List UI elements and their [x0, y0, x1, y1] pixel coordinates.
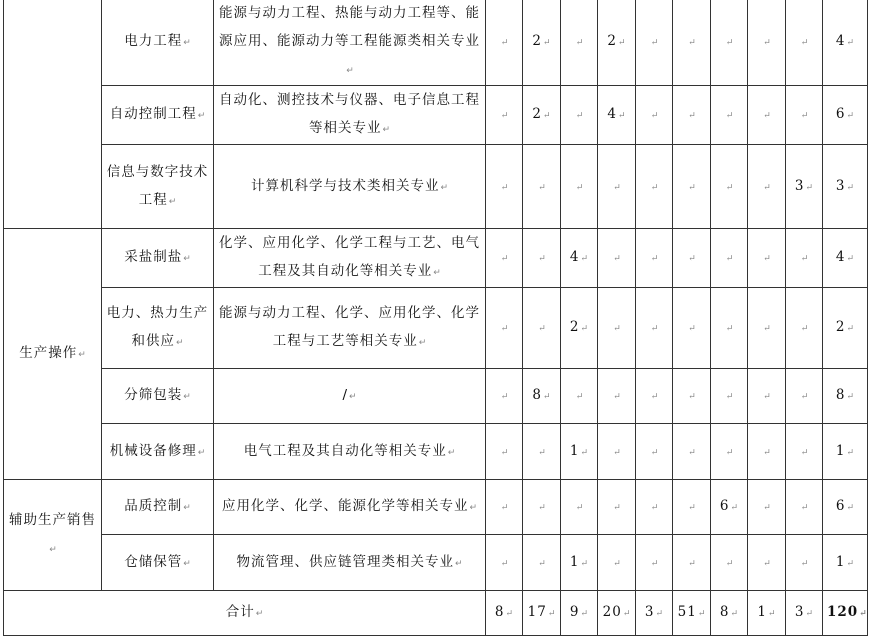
count-cell — [636, 288, 673, 369]
count-cell — [636, 229, 673, 288]
row-total-cell: 1 ↵ — [823, 535, 868, 591]
total-count-cell: 17 ↵ — [523, 591, 561, 636]
count-cell — [523, 288, 561, 369]
table-row — [4, 535, 868, 591]
table-row — [4, 86, 868, 145]
row-total-cell: 6 ↵ — [823, 480, 868, 535]
count-cell — [673, 535, 711, 591]
count-cell — [486, 145, 523, 229]
count-cell — [598, 480, 636, 535]
count-cell: 2 ↵ — [598, 0, 636, 86]
count-cell — [748, 86, 786, 145]
row-total-cell: 4 ↵ — [823, 0, 868, 86]
count-cell — [636, 0, 673, 86]
count-cell — [711, 229, 748, 288]
count-cell — [673, 424, 711, 480]
count-cell — [561, 86, 598, 145]
table-row — [4, 288, 868, 369]
count-cell — [486, 86, 523, 145]
table-row — [4, 229, 868, 288]
count-cell — [561, 145, 598, 229]
position-cell: 仓储保管 ↵ — [102, 535, 214, 591]
table-body — [4, 0, 868, 636]
recruitment-table — [3, 0, 868, 636]
count-cell — [523, 229, 561, 288]
position-cell: 品质控制 ↵ — [102, 480, 214, 535]
count-cell — [523, 480, 561, 535]
position-cell: 采盐制盐 ↵ — [102, 229, 214, 288]
count-cell: 4 ↵ — [598, 86, 636, 145]
count-cell — [523, 535, 561, 591]
count-cell — [486, 0, 523, 86]
count-cell — [711, 535, 748, 591]
row-total-cell: 6 ↵ — [823, 86, 868, 145]
count-cell — [786, 288, 823, 369]
majors-cell: 物流管理、供应链管理类相关专业 ↵ — [214, 535, 486, 591]
count-cell — [786, 369, 823, 424]
count-cell: 2 ↵ — [523, 0, 561, 86]
category-cell: 辅助生产销售 ↵ — [4, 480, 102, 591]
count-cell — [636, 535, 673, 591]
count-cell: 1 ↵ — [561, 535, 598, 591]
count-cell — [711, 0, 748, 86]
count-cell — [748, 535, 786, 591]
count-cell — [711, 288, 748, 369]
majors-cell: / ↵ — [214, 369, 486, 424]
table-row — [4, 145, 868, 229]
count-cell — [673, 229, 711, 288]
count-cell — [636, 424, 673, 480]
count-cell — [523, 424, 561, 480]
row-total-cell: 3 ↵ — [823, 145, 868, 229]
count-cell — [636, 369, 673, 424]
row-total-cell: 8 ↵ — [823, 369, 868, 424]
count-cell: 2 ↵ — [523, 86, 561, 145]
count-cell — [786, 535, 823, 591]
count-cell: 6 ↵ — [711, 480, 748, 535]
table-row — [4, 480, 868, 535]
majors-cell: 计算机科学与技术类相关专业 ↵ — [214, 145, 486, 229]
count-cell — [711, 424, 748, 480]
total-count-cell: 20 ↵ — [598, 591, 636, 636]
count-cell — [561, 369, 598, 424]
category-cell — [4, 0, 102, 229]
count-cell — [486, 480, 523, 535]
count-cell — [748, 369, 786, 424]
count-cell — [673, 480, 711, 535]
majors-cell: 能源与动力工程、化学、应用化学、化学工程与工艺等相关专业 ↵ — [214, 288, 486, 369]
count-cell — [636, 86, 673, 145]
count-cell — [598, 535, 636, 591]
count-cell — [748, 145, 786, 229]
count-cell — [486, 535, 523, 591]
majors-cell: 自动化、测控技术与仪器、电子信息工程等相关专业 ↵ — [214, 86, 486, 145]
count-cell — [748, 480, 786, 535]
count-cell — [786, 0, 823, 86]
position-cell: 自动控制工程 ↵ — [102, 86, 214, 145]
count-cell — [748, 424, 786, 480]
majors-cell: 电气工程及其自动化等相关专业 ↵ — [214, 424, 486, 480]
majors-cell: 能源与动力工程、热能与动力工程等、能源应用、能源动力等工程能源类相关专业 ↵ — [214, 0, 486, 86]
position-cell: 机械设备修理 ↵ — [102, 424, 214, 480]
row-total-cell: 2 ↵ — [823, 288, 868, 369]
count-cell: 8 ↵ — [523, 369, 561, 424]
count-cell — [786, 424, 823, 480]
position-cell: 分筛包装 ↵ — [102, 369, 214, 424]
count-cell — [711, 86, 748, 145]
count-cell: 2 ↵ — [561, 288, 598, 369]
count-cell — [673, 0, 711, 86]
total-count-cell: 8 ↵ — [711, 591, 748, 636]
table-row — [4, 369, 868, 424]
count-cell — [598, 424, 636, 480]
total-count-cell: 8 ↵ — [486, 591, 523, 636]
count-cell — [636, 480, 673, 535]
total-row — [4, 591, 868, 636]
count-cell — [786, 229, 823, 288]
count-cell — [523, 145, 561, 229]
count-cell — [673, 145, 711, 229]
row-total-cell: 1 ↵ — [823, 424, 868, 480]
position-cell: 电力工程 ↵ — [102, 0, 214, 86]
majors-cell: 应用化学、化学、能源化学等相关专业 ↵ — [214, 480, 486, 535]
count-cell — [636, 145, 673, 229]
count-cell — [486, 369, 523, 424]
grand-total-cell: 120 ↵ — [823, 591, 868, 636]
majors-cell: 化学、应用化学、化学工程与工艺、电气工程及其自动化等相关专业 ↵ — [214, 229, 486, 288]
count-cell — [786, 480, 823, 535]
count-cell — [673, 288, 711, 369]
count-cell — [486, 229, 523, 288]
count-cell — [711, 369, 748, 424]
table-row — [4, 0, 868, 86]
count-cell — [673, 86, 711, 145]
total-count-cell: 51 ↵ — [673, 591, 711, 636]
count-cell — [748, 0, 786, 86]
category-cell: 生产操作 ↵ — [4, 229, 102, 480]
count-cell — [673, 369, 711, 424]
count-cell: 4 ↵ — [561, 229, 598, 288]
count-cell — [598, 288, 636, 369]
total-label: 合计 ↵ — [4, 591, 486, 636]
position-cell: 电力、热力生产和供应 ↵ — [102, 288, 214, 369]
count-cell — [486, 424, 523, 480]
count-cell — [486, 288, 523, 369]
count-cell — [598, 145, 636, 229]
total-count-cell: 3 ↵ — [636, 591, 673, 636]
row-total-cell: 4 ↵ — [823, 229, 868, 288]
count-cell: 3 ↵ — [786, 145, 823, 229]
count-cell — [598, 229, 636, 288]
total-count-cell: 1 ↵ — [748, 591, 786, 636]
count-cell — [748, 229, 786, 288]
count-cell — [711, 145, 748, 229]
total-count-cell: 3 ↵ — [786, 591, 823, 636]
position-cell: 信息与数字技术工程 ↵ — [102, 145, 214, 229]
count-cell — [561, 0, 598, 86]
count-cell — [561, 480, 598, 535]
count-cell — [598, 369, 636, 424]
table-row — [4, 424, 868, 480]
count-cell: 1 ↵ — [561, 424, 598, 480]
count-cell — [786, 86, 823, 145]
total-count-cell: 9 ↵ — [561, 591, 598, 636]
count-cell — [748, 288, 786, 369]
